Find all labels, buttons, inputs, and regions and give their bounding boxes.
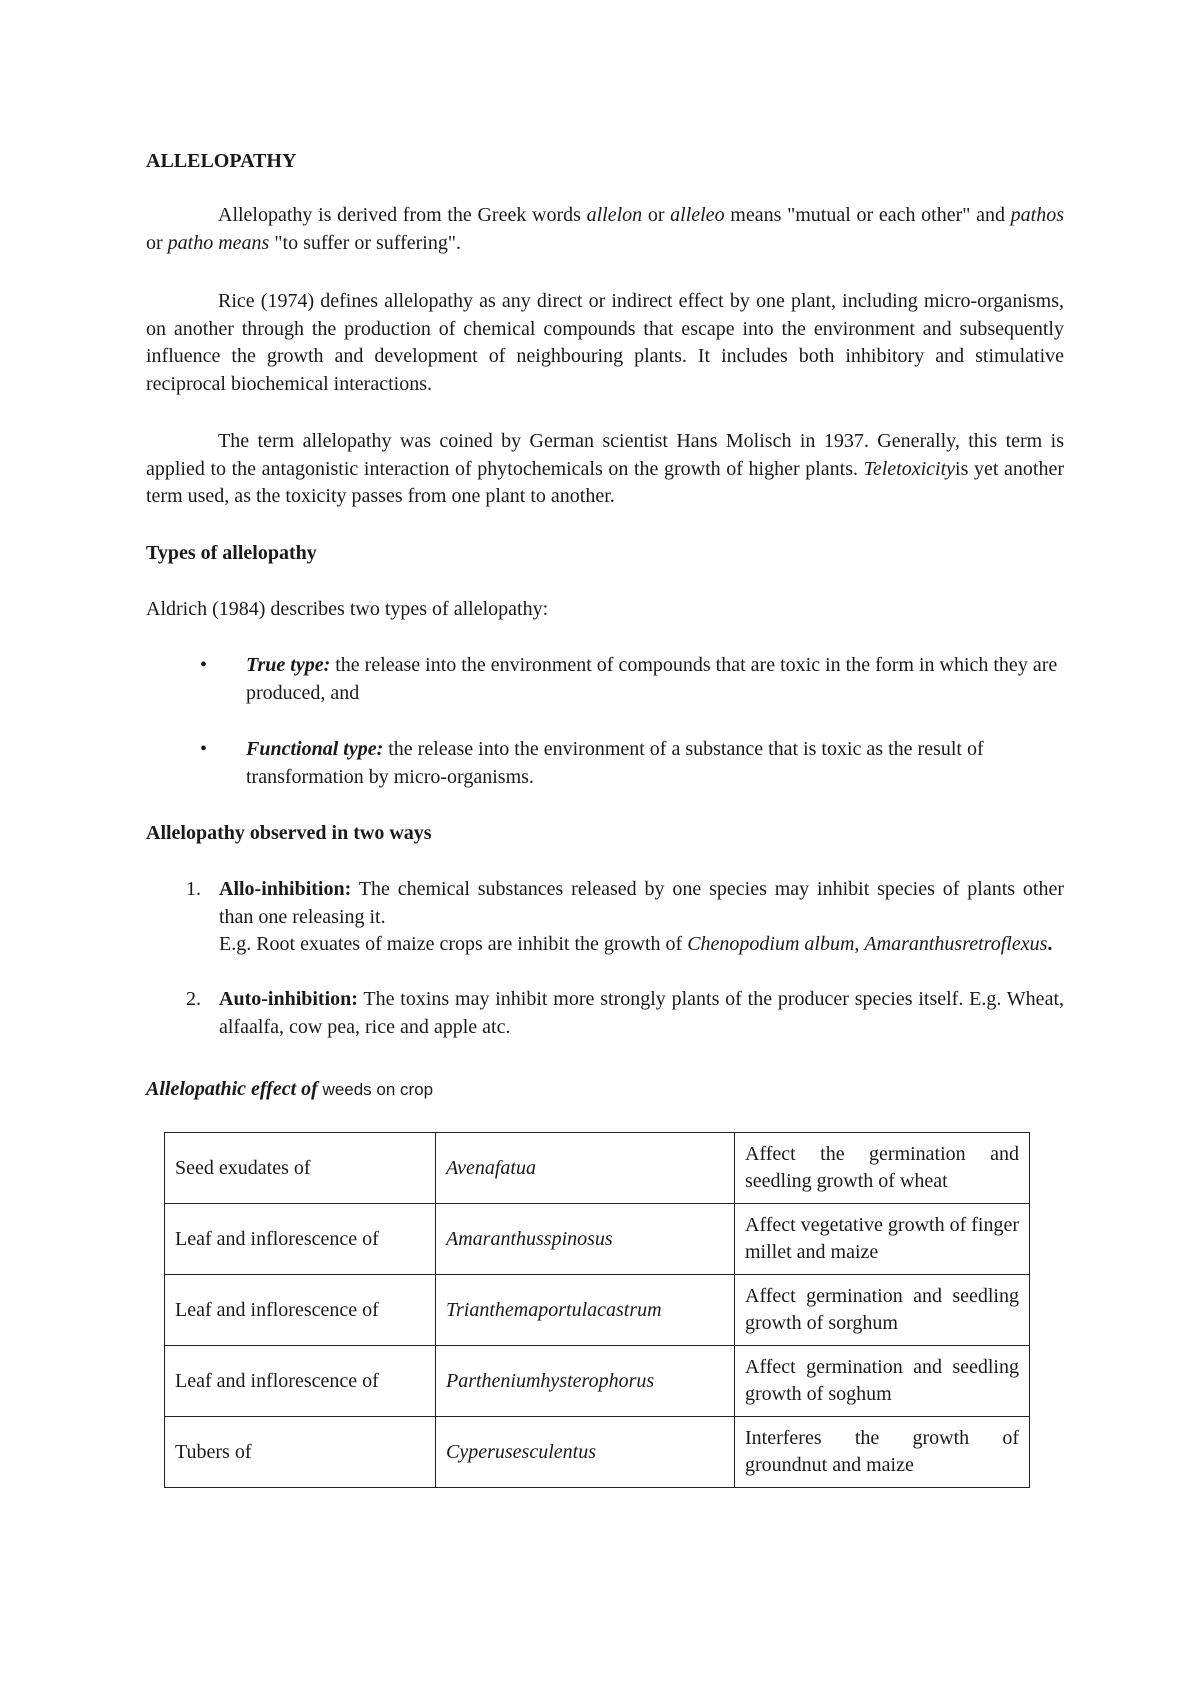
effects-heading: [146, 1076, 433, 1104]
text-run: E.g. Root exuates of maize crops are inhibit the growth of: [219, 933, 688, 955]
bullet-icon: •: [200, 738, 208, 760]
table-cell-species: Trianthemaportulacastrum: [436, 1275, 735, 1346]
item-description: The chemical substances released by one species may inhibit species of plants other than one releasing it.: [219, 878, 1064, 928]
text-run: The term allelopathy was coined by German scientist Hans Molisch in 1937. Generally, this term is applied to the antagonistic interaction of phytochemicals on the growth of higher plants.: [146, 430, 1064, 480]
text-run: ,: [854, 933, 865, 955]
numbered-item: [186, 876, 1064, 959]
type-term: True type:: [246, 654, 331, 676]
item-term: Allo-inhibition:: [219, 878, 352, 900]
type-description: the release into the environment of compounds that are toxic in the form in which they are produced, and: [246, 654, 1058, 704]
greek-term: allelon: [586, 204, 643, 226]
table-row: [165, 1346, 1030, 1417]
table-row: [165, 1417, 1030, 1488]
table-cell-effect: Affect the germination and seedling growth of wheat: [735, 1133, 1030, 1204]
type-description: the release into the environment of a substance that is toxic as the result of transformation by micro-organisms.: [246, 738, 984, 788]
text-run: Allelopathy is derived from the Greek words: [218, 204, 587, 226]
greek-term: alleleo: [670, 204, 725, 226]
greek-term: patho means: [167, 231, 270, 254]
table-cell-source: Leaf and inflorescence of: [165, 1275, 436, 1346]
intro-paragraph-1: [146, 202, 1064, 257]
intro-paragraph-2: [146, 288, 1064, 398]
type-term: Functional type:: [246, 738, 384, 760]
table-cell-source: Tubers of: [165, 1417, 436, 1488]
item-term: Auto-inhibition:: [219, 988, 358, 1010]
observed-heading: Allelopathy observed in two ways: [146, 822, 432, 844]
bullet-icon: •: [200, 654, 208, 676]
table-cell-species: Partheniumhysterophorus: [436, 1346, 735, 1417]
item-example: [219, 931, 1064, 959]
intro-paragraph-3: [146, 428, 1064, 511]
table-cell-effect: Affect vegetative growth of finger millet and maize: [735, 1204, 1030, 1275]
table-cell-effect: Affect germination and seedling growth of soghum: [735, 1346, 1030, 1417]
table-cell-source: Leaf and inflorescence of: [165, 1204, 436, 1275]
table-cell-species: Avenafatua: [436, 1133, 735, 1204]
species-name: Chenopodium album: [687, 933, 855, 955]
text-run: Rice (1974) defines allelopathy as any direct or indirect effect by one plant, including micro-organisms, on another through the production of chemical compounds that escape into the environment and subsequently influence the growth and development of neighbouring plants. It includes both inhibitory and stimulative reciprocal biochemical interactions.: [146, 290, 1064, 395]
table-cell-effect: Affect germination and seedling growth of sorghum: [735, 1275, 1030, 1346]
heading-bold-part: Allelopathic effect of: [146, 1078, 318, 1100]
table-row: [165, 1133, 1030, 1204]
list-item: [200, 652, 1064, 707]
item-text: [219, 876, 1064, 931]
page-title: ALLELOPATHY: [146, 150, 297, 172]
item-text: [219, 986, 1064, 1041]
species-name: Amaranthusretroflexus: [864, 933, 1048, 955]
item-number: 2.: [186, 988, 201, 1010]
table-cell-species: Cyperusesculentus: [436, 1417, 735, 1488]
numbered-item: [186, 986, 1064, 1041]
text-run: .: [1047, 933, 1053, 955]
types-heading: Types of allelopathy: [146, 542, 317, 564]
text-run: or: [146, 231, 168, 254]
table-row: [165, 1275, 1030, 1346]
text-run: or: [642, 204, 671, 226]
greek-term: pathos: [1010, 204, 1064, 226]
text-run: is yet another term used, as the toxicity passes from one plant to another.: [146, 457, 1064, 507]
list-item: [200, 736, 1064, 791]
table-cell-effect: Interferes the growth of groundnut and maize: [735, 1417, 1030, 1488]
heading-rest: weeds on crop: [317, 1080, 434, 1099]
item-number: 1.: [186, 878, 201, 900]
table-row: [165, 1204, 1030, 1275]
table-cell-source: Seed exudates of: [165, 1133, 436, 1204]
text-run: "to suffer or suffering".: [269, 231, 462, 254]
item-description: The toxins may inhibit more strongly plants of the producer species itself. E.g. Wheat, alfaalfa, cow pea, rice and apple atc.: [219, 988, 1064, 1038]
text-run: means "mutual or each other" and: [724, 204, 1011, 226]
highlighted-term: Teletoxicity: [863, 457, 956, 480]
types-lead: Aldrich (1984) describes two types of allelopathy:: [146, 598, 549, 620]
table-cell-species: Amaranthusspinosus: [436, 1204, 735, 1275]
allelopathic-effects-table: [164, 1132, 1030, 1488]
table-cell-source: Leaf and inflorescence of: [165, 1346, 436, 1417]
